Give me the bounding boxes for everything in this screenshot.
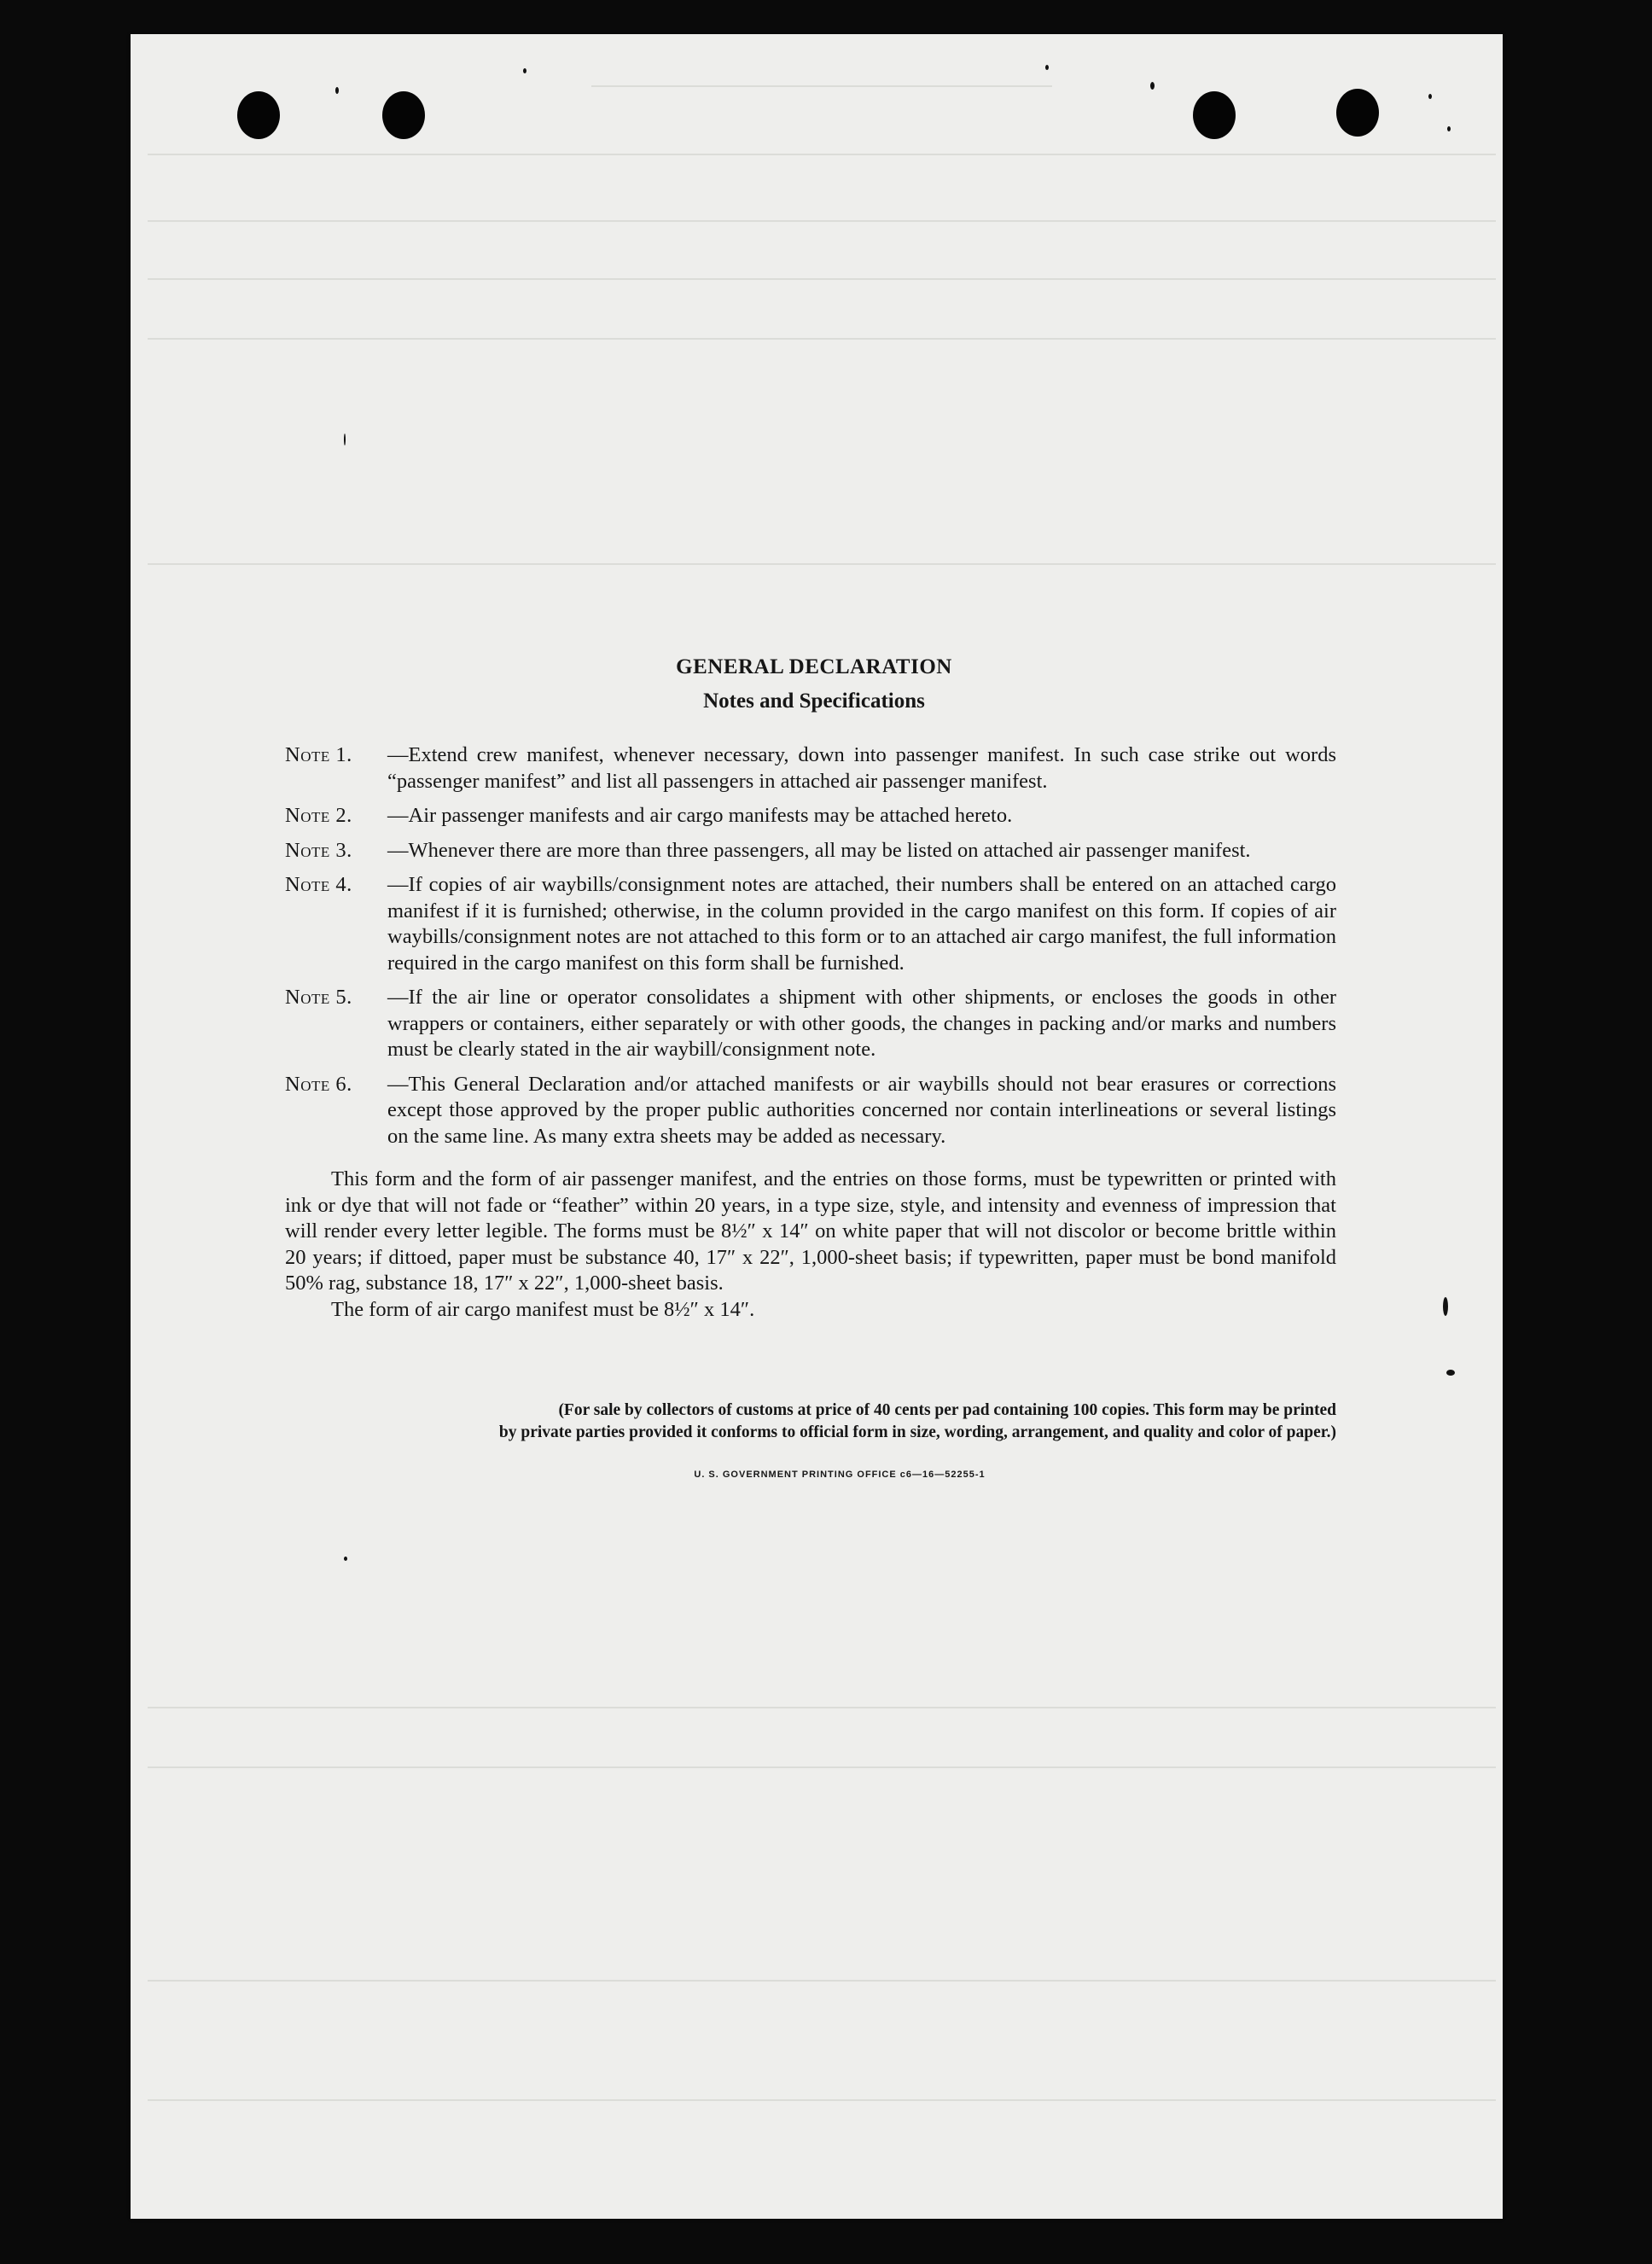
note-text: —Extend crew manifest, whenever necessary, down into passenger manifest. In such case strike out words “passenger manifest” and list all passengers in attached air passenger manifest. (387, 743, 1336, 793)
form-specification-paragraph: This form and the form of air passenger manifest, and the entries on those forms, must be typewritten or printed with ink or dye that will not fade or “feather” within 20 years, in a type size, style, and intensity and evenness of impression that will render every letter legible. The forms must be 8½″ x 14″ on white paper that will not discolor or become brittle within 20 years; if dittoed, paper must be substance 40, 17″ x 22″, 1,000-sheet basis; if typewritten, paper must be bond manifold 50% rag, substance 18, 17″ x 22″, 1,000-sheet basis. (285, 1167, 1336, 1295)
sale-notice-line: (For sale by collectors of customs at price of 40 cents per pad containing 100 copies. This form may be printed (558, 1401, 1336, 1419)
speck (344, 434, 346, 445)
bleed-through-mark (148, 1766, 1496, 1768)
speck (1443, 1297, 1448, 1316)
bleed-through-mark (148, 1707, 1496, 1708)
note-label: Note 6. (285, 1072, 352, 1096)
speck (1446, 1370, 1455, 1376)
speck (1150, 82, 1155, 90)
note-label: Note 2. (285, 804, 352, 827)
note-4 (285, 872, 1343, 976)
bleed-through-mark (148, 338, 1496, 340)
speck (1045, 65, 1049, 70)
speck (335, 87, 339, 94)
bleed-through-mark (148, 220, 1496, 222)
bleed-through-mark (591, 85, 1052, 87)
note-5 (285, 985, 1343, 1063)
speck (523, 68, 526, 73)
page-subtitle: Notes and Specifications (703, 690, 925, 713)
bleed-through-mark (148, 154, 1496, 155)
bleed-through-mark (148, 563, 1496, 565)
bleed-through-mark (148, 1980, 1496, 1982)
document-page (131, 34, 1503, 2219)
printer-imprint: U. S. GOVERNMENT PRINTING OFFICE c6—16—52255-1 (694, 1470, 986, 1480)
note-text: —If the air line or operator consolidates a shipment with other shipments, or encloses the goods in other wrappers or containers, either separately or with other goods, the changes in packing and/or marks and numbers must be clearly stated in the air waybill/consignment note. (387, 986, 1336, 1061)
page-title: GENERAL DECLARATION (676, 655, 952, 678)
note-text: —If copies of air waybills/consignment notes are attached, their numbers shall be entered on an attached cargo manifest if it is furnished; otherwise, in the column provided in the cargo manifest on this form. If copies of air waybills/consignment notes are not attached to this form or to an attached air cargo manifest, the full information required in the cargo manifest on this form shall be furnished. (387, 873, 1336, 975)
punch-hole-2 (382, 91, 425, 139)
note-1 (285, 742, 1343, 794)
note-3 (285, 838, 1343, 864)
note-6 (285, 1072, 1343, 1150)
punch-hole-1 (237, 91, 280, 139)
note-text: —This General Declaration and/or attached manifests or air waybills should not bear erasures or corrections except those approved by the proper public authorities concerned nor contain interlineations or several listings on the same line. As many extra sheets may be added as necessary. (387, 1072, 1336, 1148)
notes-content (285, 621, 1343, 1480)
note-label: Note 3. (285, 838, 352, 862)
speck (1428, 94, 1432, 99)
sale-notice (285, 1400, 1343, 1444)
note-label: Note 1. (285, 743, 352, 766)
bleed-through-mark (148, 278, 1496, 280)
speck (344, 1557, 347, 1561)
bleed-through-mark (148, 2099, 1496, 2101)
cargo-manifest-size: The form of air cargo manifest must be 8½″ x 14″. (331, 1297, 755, 1321)
punch-hole-4 (1336, 89, 1379, 137)
note-text: —Air passenger manifests and air cargo manifests may be attached hereto. (387, 804, 1013, 827)
speck (1447, 126, 1451, 131)
note-label: Note 5. (285, 986, 352, 1009)
note-text: —Whenever there are more than three passengers, all may be listed on attached air passenger manifest. (387, 838, 1251, 862)
note-2 (285, 803, 1343, 829)
sale-notice-line: by private parties provided it conforms to official form in size, wording, arrangement, and quality and color of paper.) (498, 1423, 1336, 1441)
punch-hole-3 (1193, 91, 1236, 139)
note-label: Note 4. (285, 873, 352, 896)
